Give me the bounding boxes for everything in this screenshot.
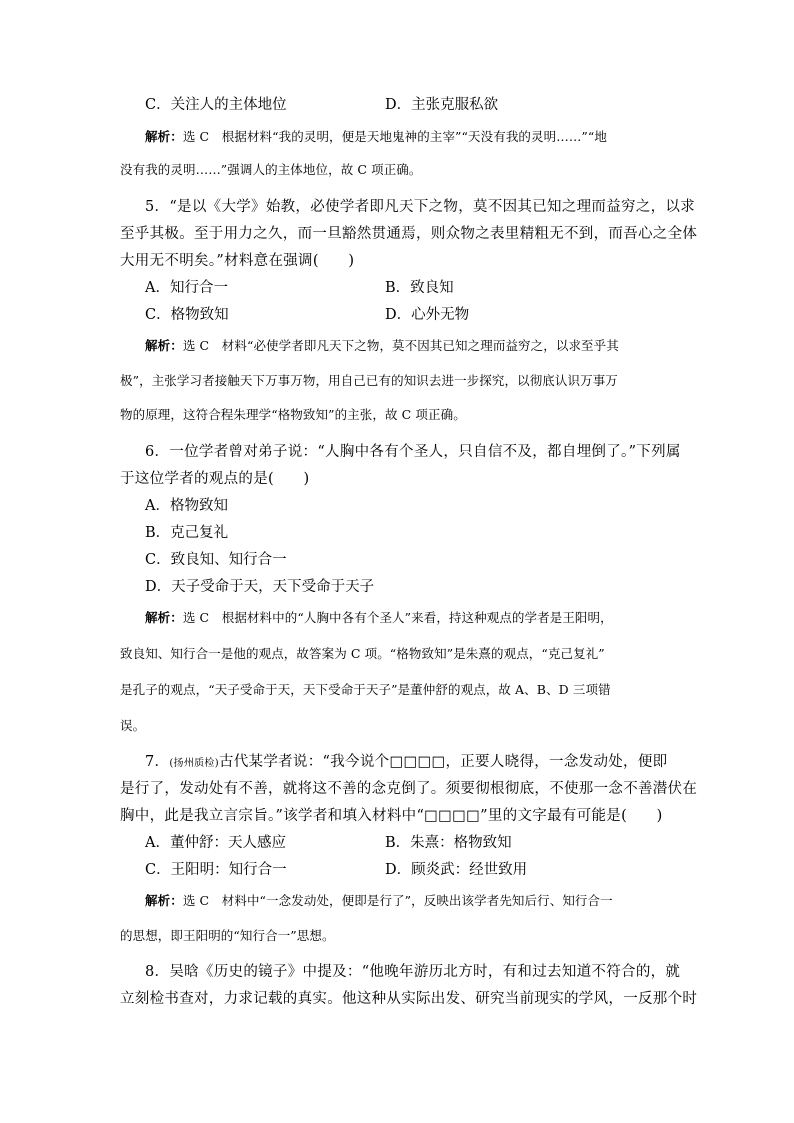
- question-number: 7．: [145, 754, 170, 770]
- analysis-label: 解析：: [145, 338, 183, 353]
- q8-stem-line-2: 立刻检书查对，力求记载的真实。他这种从实际出发、研究当前现实的学风，一反那个时: [120, 991, 698, 1007]
- q6-analysis-line-3: 是孔子的观点，“天子受命于天，天下受命于天子”是董仲舒的观点，故 A、B、D 三项错: [120, 682, 611, 697]
- q5-stem-line-3: 大用无不明矣。”材料意在强调( ): [120, 253, 355, 269]
- q5-option-a: A．知行合一: [145, 280, 228, 296]
- q7-stem-line-2: 是行了，发动处有不善，就将这不善的念克倒了。须要彻根彻底，不使那一念不善潜伏在: [120, 781, 698, 797]
- q7-option-c: C．王阳明：知行合一: [145, 862, 287, 878]
- q7-option-d: D．顾炎武：经世致用: [385, 862, 528, 878]
- q7-option-b: B．朱熹：格物致知: [385, 835, 512, 851]
- q6-stem-line-2: 于这位学者的观点的是( ): [120, 471, 310, 487]
- q4-analysis-line-1: [145, 127, 705, 147]
- analysis-text: 选 C 材料中“一念发动处，便即是行了”，反映出该学者先知后行、知行合一: [182, 893, 613, 908]
- analysis-label: 解析：: [145, 129, 183, 144]
- q7-stem-line-3: 胸中，此是我立言宗旨。”该学者和填入材料中“□□□□”里的文字最有可能是( ): [120, 808, 663, 824]
- q5-stem-line-1: 5．“是以《大学》始教，必使学者即凡天下之物，莫不因其已知之理而益穷之，以求: [145, 199, 696, 215]
- q4-analysis-line-2: 没有我的灵明……”强调人的主体地位，故 C 项正确。: [120, 162, 422, 177]
- q7-analysis-line-2: 的思想，即王阳明的“知行合一”思想。: [120, 928, 335, 943]
- q6-analysis-line-4: 误。: [120, 718, 146, 733]
- question-text: 古代某学者说：“我今说个□□□□，正要人晓得，一念发动处，便即: [218, 754, 668, 770]
- q6-analysis-line-2: 致良知、知行合一是他的观点，故答案为 C 项。“格物致知”是朱熹的观点，“克己复礼”: [120, 646, 605, 661]
- q4-option-c: C．关注人的主体地位: [145, 97, 287, 113]
- q5-analysis-line-2: 极”，主张学习者接触天下万事万物，用自己已有的知识去进一步探究，以彻底认识万事万: [120, 373, 618, 388]
- q5-analysis-line-1: [145, 336, 705, 356]
- question-source: (扬州质检): [169, 758, 219, 769]
- q5-option-b: B．致良知: [385, 280, 454, 296]
- q6-stem-line-1: 6．一位学者曾对弟子说：“人胸中各有个圣人，只自信不及，都自埋倒了。”下列属: [145, 444, 681, 460]
- q7-analysis-line-1: [145, 891, 705, 911]
- q5-analysis-line-3: 物的原理，这符合程朱理学“格物致知”的主张，故 C 项正确。: [120, 407, 466, 422]
- q7-stem-line-1: [145, 752, 705, 774]
- q6-option-a: A．格物致知: [145, 498, 228, 514]
- q5-stem-line-2: 至乎其极。至于用力之久，而一旦豁然贯通焉，则众物之表里精粗无不到，而吾心之全体: [120, 226, 698, 242]
- q4-option-d: D．主张克服私欲: [385, 97, 499, 113]
- analysis-label: 解析：: [145, 893, 183, 908]
- analysis-label: 解析：: [145, 610, 183, 625]
- analysis-text: 选 C 根据材料“我的灵明，便是天地鬼神的主宰”“天没有我的灵明……”“地: [182, 129, 608, 144]
- q5-option-c: C．格物致知: [145, 307, 229, 323]
- analysis-text: 选 C 根据材料中的“人胸中各有个圣人”来看，持这种观点的学者是王阳明，: [182, 610, 613, 625]
- q6-analysis-line-1: [145, 608, 705, 628]
- q7-option-a: A．董仲舒：天人感应: [145, 835, 286, 851]
- q6-option-b: B．克己复礼: [145, 525, 229, 541]
- q6-option-d: D．天子受命于天，天下受命于天子: [145, 579, 375, 595]
- q8-stem-line-1: 8．吴晗《历史的镜子》中提及：“他晚年游历北方时，有和过去知道不符合的，就: [145, 964, 681, 980]
- q6-option-c: C．致良知、知行合一: [145, 552, 287, 568]
- analysis-text: 选 C 材料“必使学者即凡天下之物，莫不因其已知之理而益穷之，以求至乎其: [182, 338, 619, 353]
- q5-option-d: D．心外无物: [385, 307, 470, 323]
